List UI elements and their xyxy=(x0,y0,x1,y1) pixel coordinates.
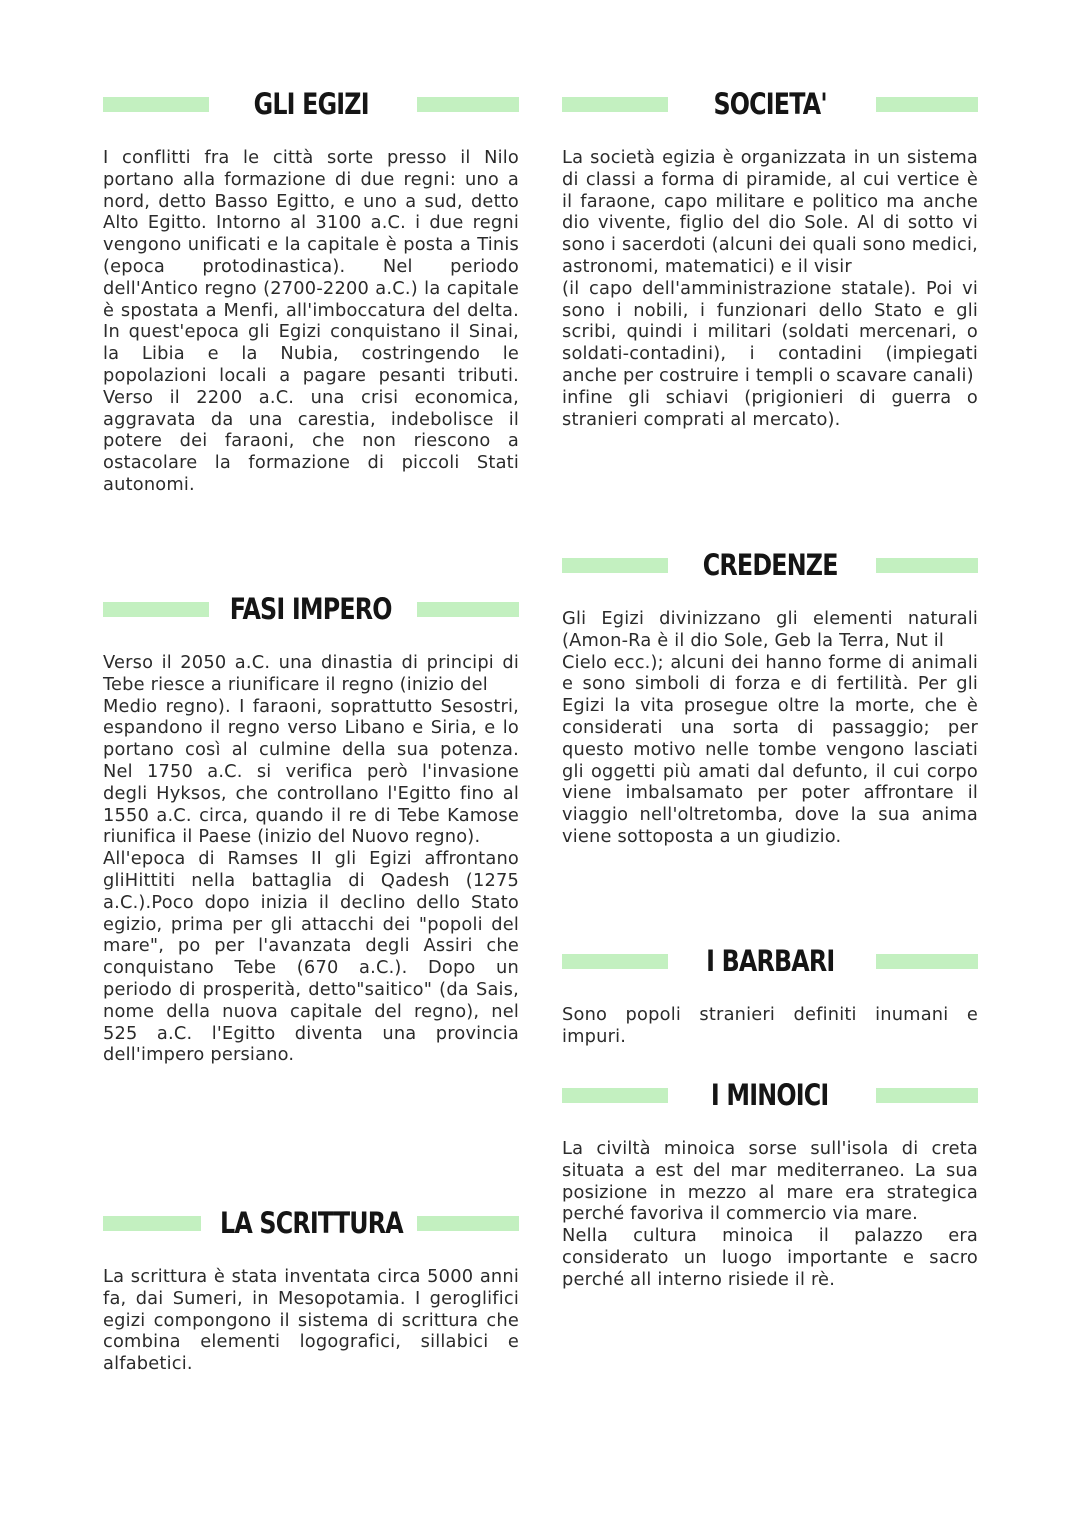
paragraph: Medio regno). I faraoni, soprattutto Sesostri, espandono il regno verso Libano e Siria, e lo portano così al culmine della sua potenza. Nel 1750 a.C. si verifica però l'invasione degli Hyksos, che controllano l'Egitto fino al 1550 a.C. circa, quando il re di Tebe Kamose riunifica il Paese (inizio del Nuovo regno). xyxy=(103,695,519,848)
section-i-minoici xyxy=(562,1075,978,1291)
paragraph: La scrittura è stata inventata circa 5000 anni fa, dai Sumeri, in Mesopotamia. I geroglifici egizi compongono il sistema di scrittura che combina elementi logografici, sillabici e alfabetici. xyxy=(103,1266,519,1375)
paragraph: La civiltà minoica sorse sull'isola di creta situata a est del mar mediterraneo. La sua posizione in mezzo al mare era strategica perché favoriva il commercio via mare. xyxy=(562,1138,978,1225)
section-body xyxy=(103,1266,519,1375)
section-la-scrittura xyxy=(103,1203,519,1375)
paragraph: Nella cultura minoica il palazzo era considerato un luogo importante e sacro perché all interno risiede il rè. xyxy=(562,1225,978,1290)
paragraph: La società egizia è organizzata in un sistema di classi a forma di piramide, al cui vertice è il faraone, capo militare e politico ma anche dio vivente, figlio del dio Sole. Al di sotto vi sono i sacerdoti (alcuni dei quali sono medici, astronomi, matematici) e il visir xyxy=(562,147,978,277)
heading-bar-left xyxy=(562,97,668,112)
section-gli-egizi xyxy=(103,84,519,496)
section-body xyxy=(562,1138,978,1291)
section-body xyxy=(103,147,519,496)
heading-bar-left xyxy=(562,558,668,573)
paragraph: Cielo ecc.); alcuni dei hanno forme di animali e sono simboli di forza e di fertilità. Per gli Egizi la vita prosegue oltre la morte, che è considerati una sorta di passaggio; per questo motivo nelle tombe vengono lasciati gli oggetti più amati dal defunto, il cui corpo viene imbalsamato per poter affrontare il viaggio nell'oltretomba, dove la sua anima viene sottoposta a un giudizio. xyxy=(562,651,978,847)
heading-bar-right xyxy=(417,1216,519,1231)
section-title: I MINOICI xyxy=(711,1078,829,1112)
heading-bar-left xyxy=(103,97,209,112)
section-title: GLI EGIZI xyxy=(253,87,369,121)
section-body xyxy=(103,652,519,1066)
heading-bar-right xyxy=(876,97,978,112)
heading-bar-left xyxy=(562,954,668,969)
paragraph: infine gli schiavi (prigionieri di guerra o stranieri comprati al mercato). xyxy=(562,386,978,430)
section-body xyxy=(562,608,978,848)
paragraph: Sono popoli stranieri definiti inumani e impuri. xyxy=(562,1004,978,1047)
section-fasi-impero xyxy=(103,589,519,1066)
section-credenze xyxy=(562,545,978,848)
section-title: FASI IMPERO xyxy=(230,592,392,626)
heading-bar-right xyxy=(417,97,519,112)
paragraph: Verso il 2050 a.C. una dinastia di principi di Tebe riesce a riunificare il regno (inizio del xyxy=(103,652,519,695)
section-body xyxy=(562,1004,978,1048)
paragraph: All'epoca di Ramses II gli Egizi affrontano gliHittiti nella battaglia di Qadesh (1275 a.C.).Poco dopo inizia il declino dello Stato egizio, prima per gli attacchi dei "popoli del mare", po per l'avanzata degli Assiri che conquistano Tebe (670 a.C.). Dopo un periodo di prosperità, detto"saitico" (da Sais, nome della nuova capitale del regno), nel 525 a.C. l'Egitto diventa una provincia dell'impero persiano. xyxy=(103,848,519,1066)
section-title: CREDENZE xyxy=(702,548,838,582)
section-heading xyxy=(562,1075,978,1115)
paragraph: Gli Egizi divinizzano gli elementi naturali (Amon-Ra è il dio Sole, Geb la Terra, Nut il xyxy=(562,608,978,651)
heading-bar-left xyxy=(103,602,209,617)
heading-bar-right xyxy=(417,602,519,617)
heading-bar-right xyxy=(876,954,978,969)
heading-bar-left xyxy=(562,1088,668,1103)
section-heading xyxy=(562,545,978,585)
section-heading xyxy=(103,589,519,629)
section-body xyxy=(562,147,978,430)
section-heading xyxy=(103,84,519,124)
heading-bar-left xyxy=(103,1216,201,1231)
section-heading xyxy=(562,941,978,981)
section-heading xyxy=(562,84,978,124)
section-title: LA SCRITTURA xyxy=(219,1206,403,1240)
heading-bar-right xyxy=(876,558,978,573)
section-heading xyxy=(103,1203,519,1243)
paragraph: I conflitti fra le città sorte presso il Nilo portano alla formazione di due regni: uno a nord, detto Basso Egitto, e uno a sud, detto Alto Egitto. Intorno al 3100 a.C. i due regni vengono unificati e la capitale è posta a Tinis (epoca protodinastica). Nel periodo dell'Antico regno (2700-2200 a.C.) la capitale è spostata a Menfi, all'imboccatura del delta. In quest'epoca gli Egizi conquistano il Sinai, la Libia e la Nubia, costringendo le popolazioni locali a pagare pesanti tributi. Verso il 2200 a.C. una crisi economica, aggravata da una carestia, indebolisce il potere dei faraoni, che non riescono a ostacolare la formazione di piccoli Stati autonomi. xyxy=(103,147,519,495)
section-title: I BARBARI xyxy=(705,944,835,978)
section-title: SOCIETA' xyxy=(713,87,827,121)
section-societa xyxy=(562,84,978,430)
heading-bar-right xyxy=(876,1088,978,1103)
paragraph: (il capo dell'amministrazione statale). Poi vi sono i nobili, i funzionari dello Stato e gli scribi, quindi i militari (soldati mercenari, o soldati-contadini), i contadini (impiegati anche per costruire i templi o scavare canali) xyxy=(562,277,978,386)
section-i-barbari xyxy=(562,941,978,1048)
